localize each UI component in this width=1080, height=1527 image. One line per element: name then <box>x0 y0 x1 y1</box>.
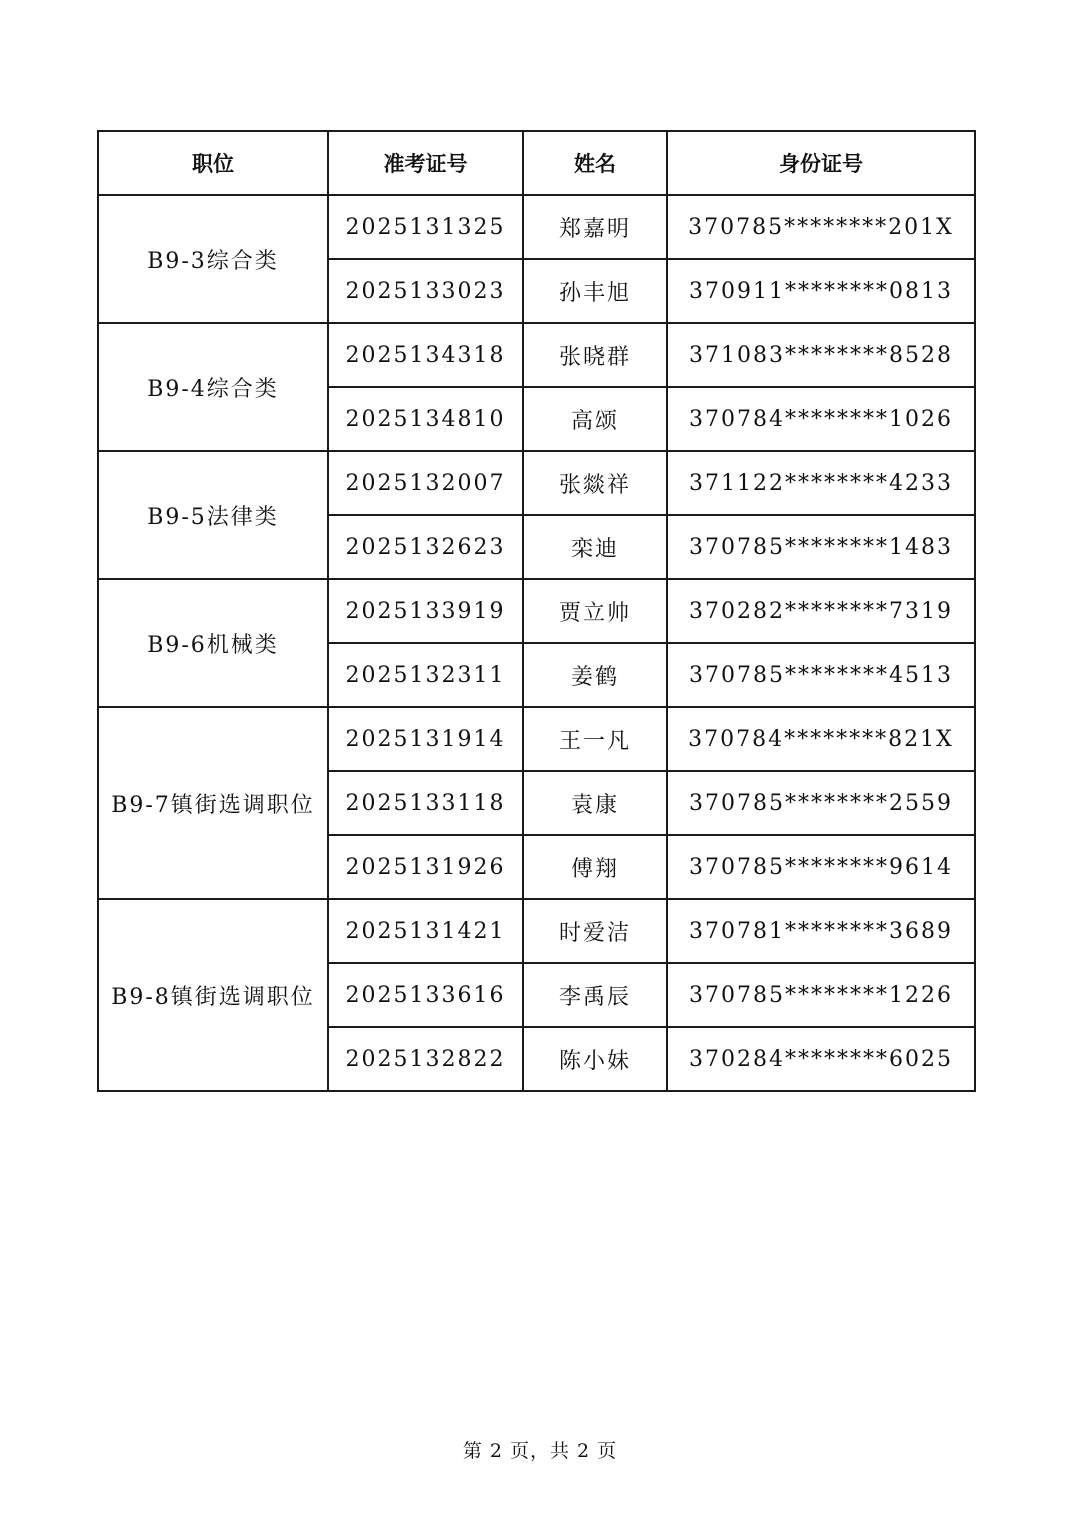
exam-number-cell: 2025133919 <box>328 579 523 643</box>
exam-number-cell: 2025131926 <box>328 835 523 899</box>
id-number-cell: 370911********0813 <box>667 259 975 323</box>
id-number-cell: 370785********1226 <box>667 963 975 1027</box>
exam-number-cell: 2025133023 <box>328 259 523 323</box>
position-cell: B9-6机械类 <box>98 579 328 707</box>
id-number-cell: 370785********4513 <box>667 643 975 707</box>
id-number-cell: 371083********8528 <box>667 323 975 387</box>
exam-number-cell: 2025131325 <box>328 195 523 259</box>
position-cell: B9-3综合类 <box>98 195 328 323</box>
header-row <box>98 131 975 195</box>
id-number-cell: 370785********201X <box>667 195 975 259</box>
name-cell: 陈小妹 <box>523 1027 667 1091</box>
table-row <box>98 579 975 643</box>
id-number-cell: 370784********1026 <box>667 387 975 451</box>
name-cell: 张晓群 <box>523 323 667 387</box>
name-cell: 李禹辰 <box>523 963 667 1027</box>
name-cell: 高颂 <box>523 387 667 451</box>
exam-number-cell: 2025132007 <box>328 451 523 515</box>
exam-number-cell: 2025131914 <box>328 707 523 771</box>
id-number-cell: 370784********821X <box>667 707 975 771</box>
exam-number-cell: 2025134318 <box>328 323 523 387</box>
position-cell: B9-5法律类 <box>98 451 328 579</box>
header-name: 姓名 <box>523 131 667 195</box>
id-number-cell: 371122********4233 <box>667 451 975 515</box>
page-number: 第 2 页，共 2 页 <box>462 1440 618 1462</box>
name-cell: 郑嘉明 <box>523 195 667 259</box>
exam-number-cell: 2025134810 <box>328 387 523 451</box>
exam-number-cell: 2025132311 <box>328 643 523 707</box>
id-number-cell: 370284********6025 <box>667 1027 975 1091</box>
table-row <box>98 323 975 387</box>
header-position: 职位 <box>98 131 328 195</box>
name-cell: 袁康 <box>523 771 667 835</box>
candidate-table <box>97 130 976 1092</box>
position-cell: B9-7镇街选调职位 <box>98 707 328 899</box>
table-row <box>98 707 975 771</box>
header-exam-number: 准考证号 <box>328 131 523 195</box>
id-number-cell: 370282********7319 <box>667 579 975 643</box>
name-cell: 栾迪 <box>523 515 667 579</box>
name-cell: 王一凡 <box>523 707 667 771</box>
name-cell: 贾立帅 <box>523 579 667 643</box>
table-header <box>98 131 975 195</box>
name-cell: 孙丰旭 <box>523 259 667 323</box>
table-row <box>98 195 975 259</box>
name-cell: 时爱洁 <box>523 899 667 963</box>
position-cell: B9-4综合类 <box>98 323 328 451</box>
table-body <box>98 195 975 1091</box>
exam-number-cell: 2025133616 <box>328 963 523 1027</box>
position-cell: B9-8镇街选调职位 <box>98 899 328 1091</box>
table-row <box>98 451 975 515</box>
exam-number-cell: 2025131421 <box>328 899 523 963</box>
table-row <box>98 899 975 963</box>
id-number-cell: 370785********1483 <box>667 515 975 579</box>
name-cell: 张燚祥 <box>523 451 667 515</box>
id-number-cell: 370781********3689 <box>667 899 975 963</box>
name-cell: 姜鹤 <box>523 643 667 707</box>
id-number-cell: 370785********9614 <box>667 835 975 899</box>
name-cell: 傅翔 <box>523 835 667 899</box>
exam-number-cell: 2025132623 <box>328 515 523 579</box>
exam-number-cell: 2025132822 <box>328 1027 523 1091</box>
exam-number-cell: 2025133118 <box>328 771 523 835</box>
header-id-number: 身份证号 <box>667 131 975 195</box>
id-number-cell: 370785********2559 <box>667 771 975 835</box>
